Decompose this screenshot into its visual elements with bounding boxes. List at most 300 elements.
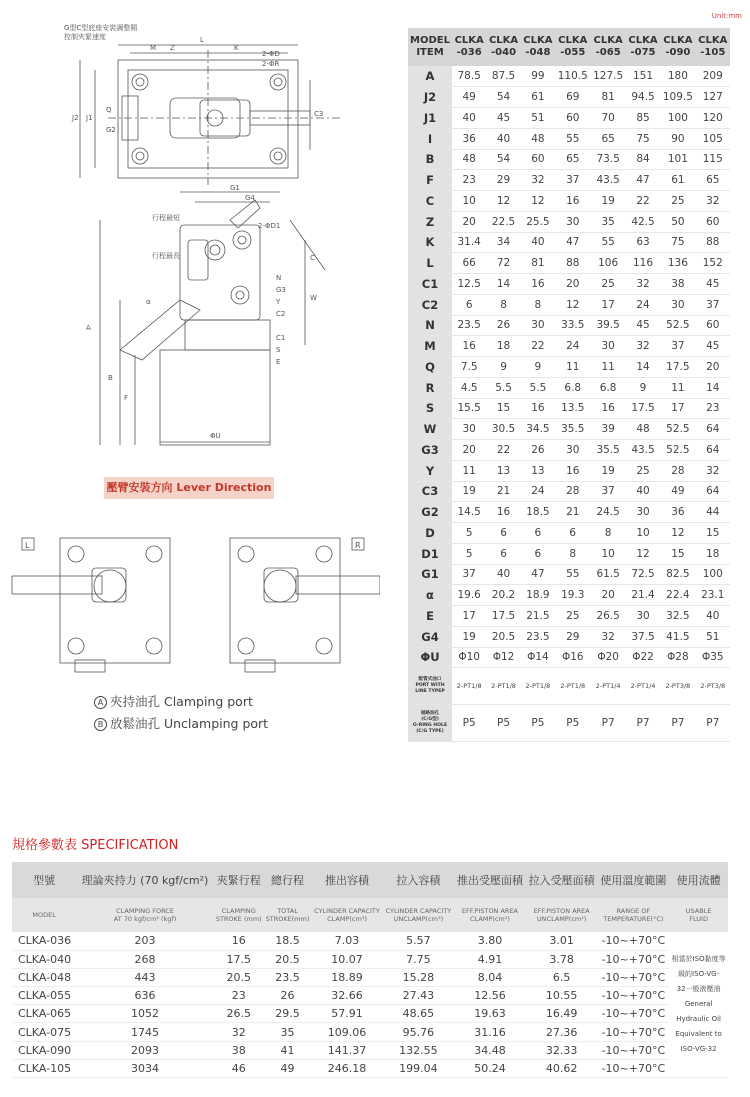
dimension-value: 55 [601,236,615,249]
spec-cell: 18.5 [264,932,312,950]
dimension-value: 19 [462,630,476,643]
spec-cell: 3.80 [454,932,526,950]
dimension-value: 11 [566,360,580,373]
dimension-value: 30 [601,340,615,353]
dimension-value: 37.5 [631,630,655,643]
dimension-value: 16 [462,340,476,353]
dimension-value: 100 [702,568,723,581]
dimension-value: 19.6 [457,589,481,602]
dimension-label: 配管式油口 PORT WITH LINE TYPEP [408,668,452,705]
spec-cell: 32.33 [526,1041,598,1059]
dimension-value: 8 [604,526,612,539]
spec-cell: CLKA-055 [12,987,76,1005]
spec-header-cell: 總行程 [264,862,312,898]
dimension-value: 25 [671,194,685,207]
dimension-value: 29 [566,630,580,643]
dimension-value: 60 [706,319,720,332]
dimension-value: 18.5 [526,506,550,519]
dimension-label: C [408,191,452,212]
dim-u: ΦU [210,432,221,440]
spec-cell: 27.43 [383,987,454,1005]
spec-title: 規格參數表 SPECIFICATION [12,838,179,853]
dimension-value: 2-PT1/4 [630,682,656,691]
dimension-value: 11 [601,360,615,373]
dimension-value: 30 [566,443,580,456]
dimension-row [408,274,730,295]
dimension-value: 43.5 [596,174,620,187]
dimension-value: 30 [566,215,580,228]
dimension-value: 115 [702,153,723,166]
dimension-table-body [408,66,730,742]
dimension-value: 15 [706,526,720,539]
dimension-value: 85 [636,111,650,124]
dimension-value: 209 [702,70,723,83]
dimension-value: 23.1 [701,589,725,602]
dimension-label: M [408,336,452,357]
dim-b: B [108,374,113,382]
dimension-value: 30 [531,319,545,332]
dimension-value: 16 [601,402,615,415]
dimension-value: 30 [636,609,650,622]
dimension-label: Z [408,211,452,232]
spec-header-cell: 使用溫度範圍 [598,862,670,898]
dimension-value: 7.5 [460,360,478,373]
dimension-value: 20.2 [491,589,516,602]
dimension-value: 106 [598,257,619,270]
spec-cell: 27.36 [526,1023,598,1041]
dimension-label: B [408,149,452,170]
dimension-value: 51 [531,111,545,124]
dimension-value: 25 [636,464,650,477]
spec-cell: -10~+70°C [598,950,670,968]
dimension-value: 17.5 [491,609,516,622]
dimension-value: 54 [496,91,511,104]
dimension-value: 43.5 [631,443,655,456]
dimension-value: 45 [706,340,720,353]
dimension-label: 迴路油孔 (C/G型) O-RING HOLE (C/G TYPE) [408,705,452,742]
dimension-value: 25 [566,609,580,622]
dimension-value: 88 [566,257,580,270]
spec-cell: -10~+70°C [598,1005,670,1023]
spec-subheader-cell: EFF.PISTON AREA UNCLAMP(cm²) [526,898,598,932]
dimension-value: 94.5 [631,91,655,104]
dimension-value: 63 [636,236,650,249]
dim-e: E [276,358,281,366]
spec-cell: 38 [214,1041,264,1059]
dimension-value: 36 [671,506,685,519]
dimension-value: 10 [601,547,615,560]
dimension-row [408,170,730,191]
dimension-value: 48 [531,132,545,145]
dimension-value: 32 [706,194,720,207]
dimension-value: 20 [462,215,476,228]
dimension-value: 72 [496,257,511,270]
model-column-header: CLKA -048 [521,28,555,66]
oring-row [408,705,730,742]
dimension-value: 75 [671,236,685,249]
dimension-row [408,647,730,668]
dimension-value: 38 [671,277,685,290]
dimension-value: 51 [706,630,720,643]
top-note-line1: G型C型底座安裝調整閥 [64,24,138,32]
dimension-value: 152 [702,257,723,270]
dimension-value: 2-PT1/8 [491,682,516,691]
dimension-value: 48 [462,153,476,166]
dimension-value: 15.5 [457,402,481,415]
dim-c1: C1 [276,334,286,342]
spec-cell: 46 [214,1059,264,1077]
spec-cell: 26 [264,987,312,1005]
dim-c3: C3 [314,110,324,118]
dimension-row [408,336,730,357]
spec-subheader-cell: MODEL [12,898,76,932]
dimension-value: 120 [702,111,723,124]
spec-cell: 6.5 [526,968,598,986]
dimension-value: 5.5 [529,381,547,394]
dimension-value: 32 [531,174,545,187]
dimension-label: D [408,523,452,544]
spec-cell: CLKA-105 [12,1059,76,1077]
dimension-value: 16 [531,277,545,290]
unit-label: Unit:mm [711,12,742,20]
dimension-label: ΦU [408,647,452,668]
dimension-value: P7 [601,717,615,730]
spec-cell: -10~+70°C [598,968,670,986]
dimension-value: 24 [566,340,580,353]
dimension-value: 26 [531,443,545,456]
dimension-table [408,28,730,742]
spec-cell: 199.04 [383,1059,454,1077]
dimension-label: C3 [408,481,452,502]
dimension-value: 20.5 [491,630,516,643]
dimension-label: Q [408,357,452,378]
dimension-value: 40 [496,132,511,145]
dimension-value: 14 [496,277,511,290]
spec-cell: 95.76 [383,1023,454,1041]
spec-header-cell: 理論夾持力 (70 kgf/cm²) [76,862,214,898]
dimension-value: P7 [671,717,685,730]
dimension-value: 84 [636,153,650,166]
lever-direction-label: 壓臂安裝方向 Lever Direction [104,477,274,499]
dimension-value: 29 [496,174,511,187]
dimension-value: 22.4 [666,589,690,602]
spec-table [12,862,728,1078]
dimension-label: A [408,66,452,87]
dimension-value: 14 [636,360,650,373]
dimension-value: 6.8 [599,381,617,394]
dimension-value: 52.5 [666,423,690,436]
dimension-value: 31.4 [457,236,481,249]
dimension-value: 81 [531,257,545,270]
dimension-value: 39.5 [596,319,620,332]
dimension-value: 13.5 [561,402,585,415]
spec-cell: 40.62 [526,1059,598,1077]
dimension-value: 9 [534,360,542,373]
dim-g4: G4 [245,194,255,202]
spec-cell: 26.5 [214,1005,264,1023]
dimension-value: 5.5 [495,381,512,394]
dimension-value: 28 [566,485,580,498]
dimension-value: 40 [531,236,545,249]
dimension-value: 20 [462,443,476,456]
spec-cell: -10~+70°C [598,1059,670,1077]
spec-cell: -10~+70°C [598,987,670,1005]
dimension-row [408,523,730,544]
dimension-label: W [408,419,452,440]
dimension-row [408,606,730,627]
spec-cell: 109.06 [311,1023,382,1041]
spec-cell: 20.5 [264,950,312,968]
dimension-value: 6 [534,526,542,539]
dimension-value: 23.5 [457,319,481,332]
spec-cell: 12.56 [454,987,526,1005]
dimension-row [408,128,730,149]
dimension-row [408,460,730,481]
dimension-row [408,232,730,253]
dimension-value: 45 [496,111,511,124]
dimension-value: 37 [566,174,580,187]
spec-header-cell: 拉入容積 [383,862,454,898]
spec-row [12,1059,728,1077]
dimension-value: 78.5 [457,70,481,83]
dimension-value: 47 [566,236,580,249]
dimension-label: G1 [408,564,452,585]
dimension-value: 24 [636,298,650,311]
dimension-value: 11 [462,464,476,477]
dimension-row [408,357,730,378]
dimension-value: 82.5 [666,568,690,581]
model-column-header: CLKA -090 [660,28,695,66]
dimension-value: 18 [496,340,511,353]
spec-cell: 35 [264,1023,312,1041]
dimension-value: Φ16 [561,651,584,664]
spec-cell: 443 [76,968,214,986]
spec-cell: 7.03 [311,932,382,950]
spec-row [12,1023,728,1041]
dimension-value: 55 [566,132,580,145]
dimension-value: 37 [462,568,476,581]
dimension-value: 61 [531,91,545,104]
unclamping-port-note [94,714,268,732]
dimension-value: 12 [671,526,685,539]
dimension-value: 47 [636,174,650,187]
dimension-value: 21.5 [526,609,550,622]
spec-cell: 18.89 [311,968,382,986]
dimension-value: 15 [671,547,685,560]
spec-cell: 17.5 [214,950,264,968]
dimension-value: 20 [706,360,720,373]
dimension-value: 47 [531,568,545,581]
spec-cell: 23 [214,987,264,1005]
spec-cell: 10.55 [526,987,598,1005]
dim-c: C [310,254,315,262]
dimension-row [408,481,730,502]
dimension-value: 32.5 [666,609,690,622]
dimension-value: 6 [500,547,507,560]
port-b-mark: B [94,718,107,731]
dimension-value: 16 [566,194,580,207]
spec-table-body [12,932,728,1078]
dimension-value: 20 [601,589,615,602]
spec-header-cell: 拉入受壓面積 [526,862,598,898]
dimension-label: S [408,398,452,419]
dim-g2: G2 [106,126,116,134]
dimension-value: Φ22 [632,651,654,664]
dimension-value: 19 [601,464,615,477]
dimension-value: 40 [496,568,511,581]
top-view-drawing [50,20,350,190]
dimension-value: 99 [531,70,545,83]
spec-header-zh [12,862,728,898]
dimension-value: 35 [601,215,615,228]
spec-cell: 5.57 [383,932,454,950]
dimension-value: 20 [566,277,580,290]
dimension-row [408,377,730,398]
dimension-value: 17.5 [631,402,655,415]
dimension-label: G3 [408,440,452,461]
spec-cell: CLKA-036 [12,932,76,950]
dimension-value: Φ10 [458,651,480,664]
dimension-value: 50 [671,215,685,228]
spec-cell: 4.91 [454,950,526,968]
dimension-value: 90 [671,132,685,145]
dimension-value: 21.4 [631,589,655,602]
dimension-label: L [408,253,452,274]
spec-cell: 32.66 [311,987,382,1005]
spec-cell: 3.01 [526,932,598,950]
dimension-value: 60 [706,215,720,228]
dimension-value: 60 [531,153,545,166]
spec-row [12,932,728,950]
dimension-value: 72.5 [631,568,655,581]
dimension-value: 2-PT3/8 [665,682,691,691]
dimension-value: 151 [632,70,654,83]
dim-q: Q [106,106,112,114]
dimension-value: 18.9 [526,589,550,602]
dimension-row [408,149,730,170]
dimension-row [408,585,730,606]
dim-f: F [124,394,129,402]
dimension-row [408,253,730,274]
spec-cell: 57.91 [311,1005,382,1023]
dimension-value: 12 [496,194,511,207]
dimension-value: 34 [496,236,511,249]
dimension-value: 5 [465,526,473,539]
dimension-value: 41.5 [666,630,690,643]
dimension-value: 32 [636,277,650,290]
top-note-line2: 控制夾緊速度 [64,33,106,41]
dim-w: W [310,294,317,302]
dimension-label: J1 [408,108,452,129]
spec-subheader-cell: CLAMPING STROKE (mm) [214,898,264,932]
spec-cell: 48.65 [383,1005,454,1023]
spec-subheader-cell: CLAMPING FORCE AT 70 kgf/cm² (kgf) [76,898,214,932]
dimension-value: 25.5 [526,215,550,228]
dimension-value: P5 [462,717,476,730]
model-column-header: CLKA -040 [486,28,520,66]
dimension-label: F [408,170,452,191]
dimension-value: Φ12 [492,651,515,664]
dimension-value: Φ20 [597,651,619,664]
dimension-value: 55 [566,568,580,581]
dimension-value: 101 [667,153,688,166]
dimension-value: 24.5 [596,506,620,519]
dimension-row [408,191,730,212]
spec-cell: CLKA-075 [12,1023,76,1041]
spec-cell: 3.78 [526,950,598,968]
spec-cell: -10~+70°C [598,1041,670,1059]
dimension-row [408,626,730,647]
dimension-row [408,419,730,440]
dimension-value: 87.5 [491,70,516,83]
dimension-value: 136 [667,257,688,270]
spec-cell: 23.5 [264,968,312,986]
dimension-value: 6 [500,526,507,539]
dimension-row [408,108,730,129]
dimension-value: 14.5 [457,506,481,519]
dimension-value: Φ35 [701,651,724,664]
dimension-value: 16 [566,464,580,477]
dimension-value: P7 [636,717,650,730]
spec-cell: -10~+70°C [598,1023,670,1041]
dimension-value: 24 [531,485,545,498]
dimension-value: 180 [667,70,688,83]
dimension-value: Φ28 [667,651,689,664]
dim-g3: G3 [276,286,286,294]
spec-cell: 41 [264,1041,312,1059]
dimension-value: 25 [601,277,615,290]
dimension-value: 5 [465,547,473,560]
dimension-value: 64 [706,443,720,456]
spec-cell: 7.75 [383,950,454,968]
dimension-value: 6 [534,547,542,560]
dimension-value: 17 [462,609,476,622]
dimension-value: 22.5 [491,215,516,228]
dimension-value: 4.5 [460,381,478,394]
lever-l-mark: L [25,541,30,550]
dimension-value: 10 [462,194,476,207]
model-column-header: CLKA -105 [696,28,730,66]
spec-cell: 29.5 [264,1005,312,1023]
spec-row [12,1041,728,1059]
dimension-row [408,87,730,108]
dimension-value: 40 [636,485,650,498]
dimension-label: G2 [408,502,452,523]
spec-cell: 636 [76,987,214,1005]
dimension-value: 30 [636,506,650,519]
dimension-value: 65 [706,174,720,187]
dimension-value: 54 [496,153,511,166]
spec-cell: 3034 [76,1059,214,1077]
dimension-label: Y [408,460,452,481]
dimension-value: 12 [566,298,580,311]
dimension-value: 23 [462,174,476,187]
dimension-value: 127.5 [593,70,624,83]
dimension-label: G4 [408,626,452,647]
dimension-value: 35.5 [596,443,620,456]
spec-cell: 34.48 [454,1041,526,1059]
spec-cell: 50.24 [454,1059,526,1077]
dimension-value: 48 [636,423,650,436]
dimension-value: 61 [671,174,685,187]
spec-header-cell: 型號 [12,862,76,898]
dim-l: L [200,36,204,44]
dimension-value: Φ14 [527,651,549,664]
dimension-value: 37 [706,298,720,311]
dimension-value: 2-PT1/4 [595,682,621,691]
dimension-value: 22 [531,340,545,353]
dimension-value: 37 [671,340,685,353]
